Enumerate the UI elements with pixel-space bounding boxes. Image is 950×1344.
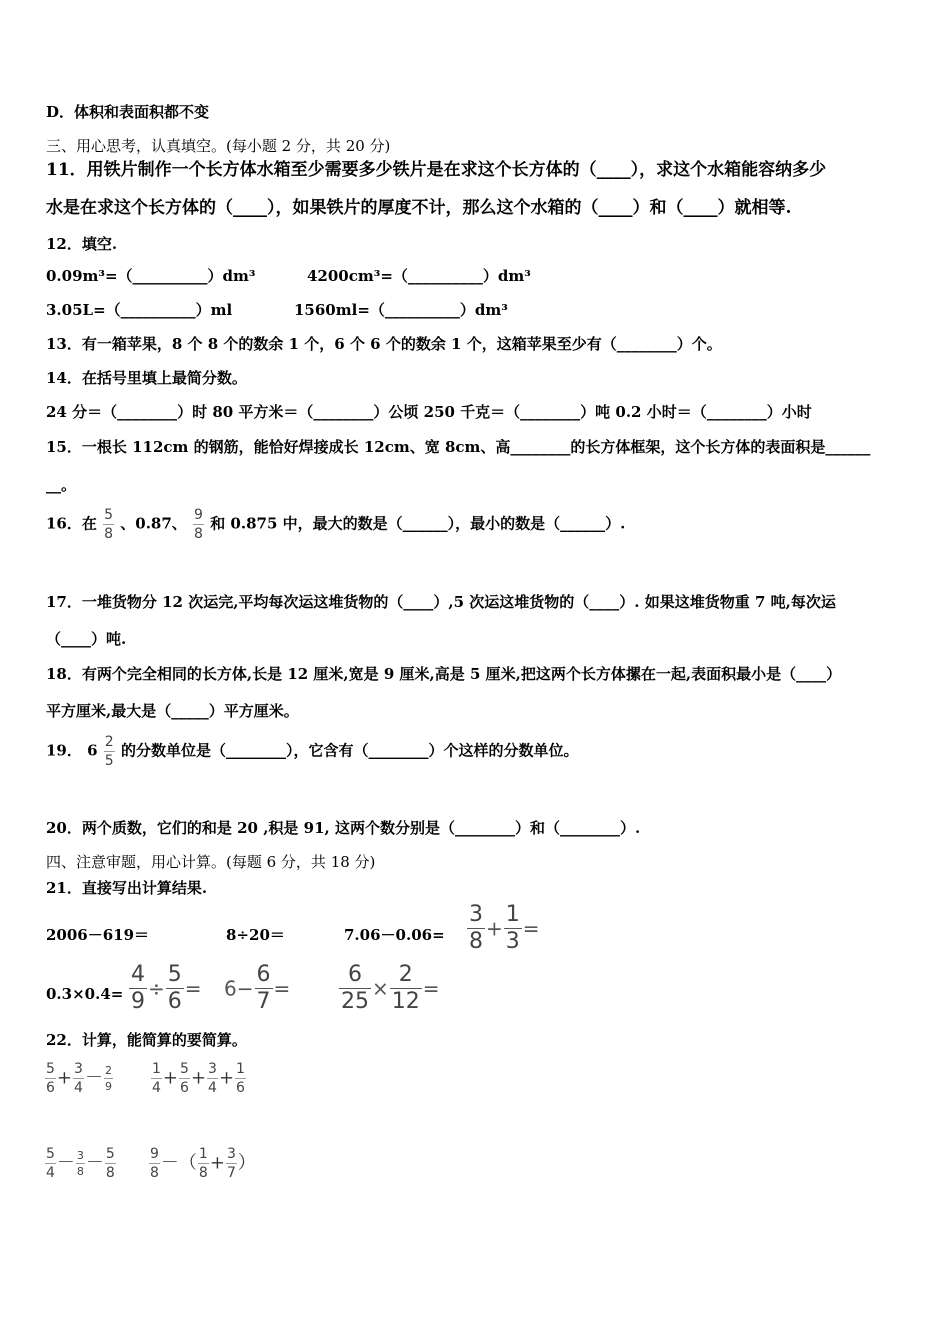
fraction: $\frac{1}{6}$ [236, 1061, 245, 1096]
q19-prefix: 19． [46, 741, 82, 760]
plus-sign: + [218, 1067, 235, 1089]
option-d: D．体积和表面积都不变 [46, 103, 210, 121]
equals-sign: = [184, 976, 202, 1001]
q16-suffix: 和 0.875 中，最大的数是（______），最小的数是（______）. [210, 514, 626, 533]
right-paren: ） [237, 1152, 256, 1174]
q12-item-4: 1560ml=（__________）dm³ [294, 301, 508, 319]
minus-sign: － [160, 1152, 179, 1174]
whole-number: 6 [224, 976, 237, 1001]
question-19 [46, 735, 578, 768]
question-17-line-2: （____）吨. [46, 630, 127, 648]
fraction: $\frac{2}{5}$ [104, 734, 114, 769]
question-13: 13．有一箱苹果，8 个 8 个的数余 1 个，6 个 6 个的数余 1 个，这箱苹果至少有（________）个。 [46, 335, 722, 353]
equals-sign: = [422, 976, 440, 1001]
question-18-line-2: 平方厘米,最大是（_____）平方厘米。 [46, 702, 299, 720]
section-3-heading: 三、用心思考，认真填空。(每小题 2 分，共 20 分) [46, 137, 391, 155]
fraction: $\frac{3}{4}$ [208, 1061, 217, 1096]
q21-expr-8 [338, 964, 440, 1013]
q21-expr-5: 0.3×0.4= [46, 985, 124, 1003]
question-16 [46, 508, 625, 541]
question-11-line-2: 水是在求这个长方体的（____），如果铁片的厚度不计，那么这个水箱的（____）和（____）就相等. [46, 198, 792, 218]
fraction: $\frac{1}{4}$ [152, 1061, 161, 1096]
question-20: 20．两个质数，它们的和是 20 ,积是 91, 这两个数分别是（________）和（________）. [46, 819, 641, 837]
fraction: $\frac{5}{6}$ [167, 962, 182, 1014]
question-22: 22．计算，能简算的要简算。 [46, 1031, 247, 1049]
q12-item-2: 4200cm³=（__________）dm³ [307, 267, 531, 285]
plus-sign: + [190, 1067, 207, 1089]
q12-item-1: 0.09m³=（__________）dm³ [46, 267, 256, 285]
equals-sign: = [522, 916, 540, 941]
fraction: $\frac{2}{9}$ [104, 1064, 112, 1093]
times-sign: × [372, 976, 389, 1001]
question-15-line-1: 15．一根长 112cm 的钢筋，能恰好焊接成长 12cm、宽 8cm、高________的长方体框架，这个长方体的表面积是______ [46, 438, 871, 456]
section-4-heading: 四、注意审题，用心计算。(每题 6 分，共 18 分) [46, 853, 376, 871]
q16-mid: 、0.87、 [120, 514, 187, 533]
plus-sign: + [162, 1067, 179, 1089]
q22-expr-2 [150, 1062, 247, 1095]
question-14-items: 24 分＝（________）时 80 平方米＝（________）公顷 250 千克＝（________）吨 0.2 小时＝（________）小时 [46, 403, 812, 421]
fraction: $\frac{3}{4}$ [74, 1061, 83, 1096]
question-18-line-1: 18．有两个完全相同的长方体,长是 12 厘米,宽是 9 厘米,高是 5 厘米,把这两个长方体摞在一起,表面积最小是（____） [46, 665, 842, 683]
left-paren: （ [178, 1152, 197, 1174]
q21-expr-7 [224, 964, 290, 1013]
q21-expr-4 [466, 904, 540, 953]
q22-expr-3 [44, 1147, 117, 1180]
fraction: $\frac{5}{8}$ [105, 1146, 115, 1181]
fraction: $\frac{3}{8}$ [76, 1149, 84, 1178]
minus-sign: － [85, 1152, 104, 1174]
question-12: 12．填空. [46, 235, 118, 253]
plus-sign: + [486, 916, 503, 941]
fraction: $\frac{1}{3}$ [505, 902, 520, 954]
fraction: $\frac{5}{6}$ [180, 1061, 189, 1096]
q19-suffix: 的分数单位是（________），它含有（________）个这样的分数单位。 [120, 741, 579, 760]
minus-sign: − [236, 976, 254, 1001]
minus-sign: － [56, 1152, 75, 1174]
q16-prefix: 16．在 [46, 514, 97, 533]
q21-expr-2: 8÷20＝ [226, 926, 285, 944]
q19-whole-number: 6 [87, 741, 98, 760]
question-11-line-1: 11．用铁片制作一个长方体水箱至少需要多少铁片是在求这个长方体的（____），求这个水箱能容纳多少 [46, 160, 827, 180]
fraction: $\frac{4}{9}$ [131, 962, 145, 1014]
fraction: $\frac{9}{8}$ [194, 507, 203, 542]
fraction: $\frac{2}{12}$ [391, 962, 420, 1014]
fraction: $\frac{5}{6}$ [46, 1061, 55, 1096]
question-14: 14．在括号里填上最简分数。 [46, 369, 247, 387]
fraction: $\frac{5}{8}$ [104, 507, 114, 542]
fraction: $\frac{6}{7}$ [256, 962, 271, 1014]
divide-sign: ÷ [148, 976, 165, 1001]
fraction: $\frac{1}{8}$ [198, 1146, 208, 1181]
plus-sign: + [56, 1067, 73, 1089]
q21-expr-6 [128, 964, 202, 1013]
q12-item-3: 3.05L=（__________）ml [46, 301, 233, 319]
q21-expr-3: 7.06－0.06= [344, 926, 445, 944]
q22-expr-4 [148, 1147, 256, 1180]
question-15-line-2: __。 [46, 476, 77, 494]
equals-sign: = [273, 976, 291, 1001]
question-21: 21．直接写出计算结果. [46, 879, 208, 897]
q22-expr-1 [44, 1062, 114, 1095]
fraction: $\frac{9}{8}$ [150, 1146, 159, 1181]
q21-expr-1: 2006－619＝ [46, 926, 150, 944]
fraction: $\frac{3}{7}$ [226, 1146, 236, 1181]
fraction: $\frac{5}{4}$ [46, 1146, 55, 1181]
minus-sign: － [84, 1067, 103, 1089]
question-17-line-1: 17．一堆货物分 12 次运完,平均每次运这堆货物的（____）,5 次运这堆货物的（____）. 如果这堆货物重 7 吨,每次运 [46, 593, 836, 611]
fraction: $\frac{3}{8}$ [469, 902, 483, 954]
plus-sign: + [209, 1152, 225, 1174]
fraction: $\frac{6}{25}$ [341, 962, 369, 1014]
